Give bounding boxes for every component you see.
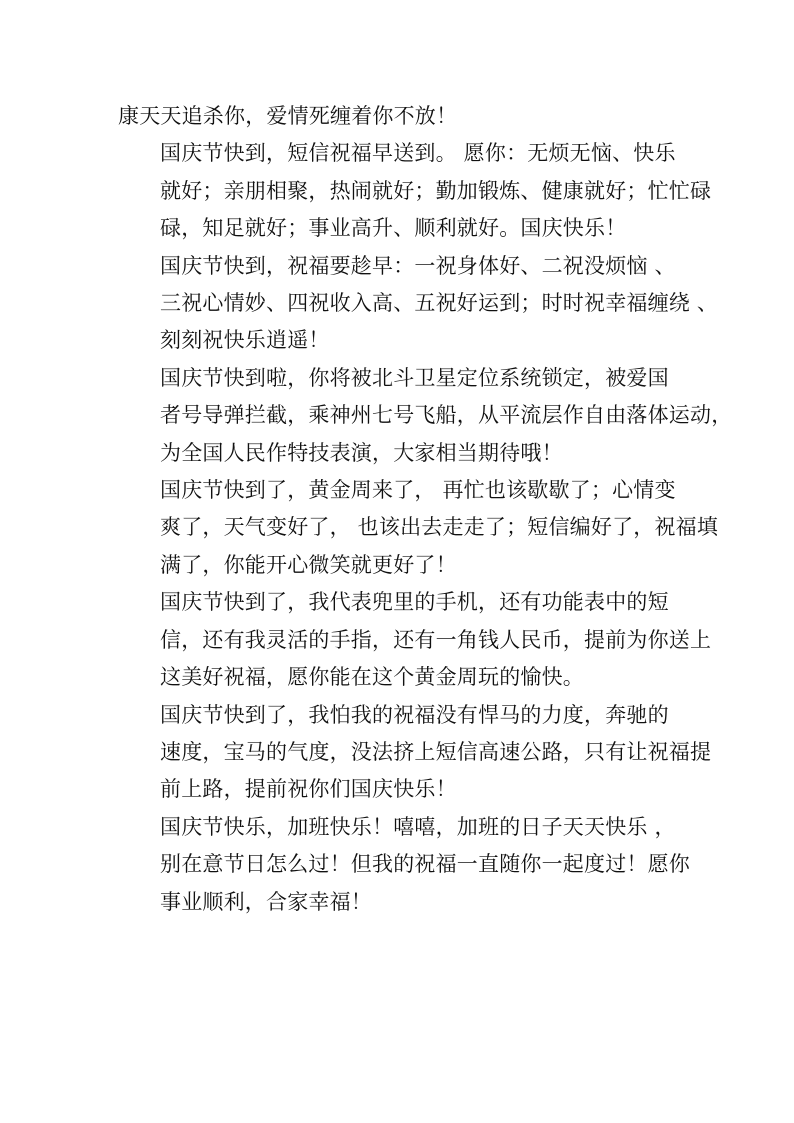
paragraph-greeting-6 [118, 697, 712, 809]
text-line: 康天天追杀你，爱情死缠着你不放！ [118, 104, 458, 128]
paragraph-greeting-7 [118, 809, 690, 921]
text-line: 三祝心情妙、四祝收入高、五祝好运到；时时祝幸福缠绕 、 [160, 291, 719, 316]
text-line: 国庆节快到，祝福要趁早：一祝身体好、二祝没烦恼 、 [160, 253, 676, 278]
text-line: 者号导弹拦截，乘神州七号飞船，从平流层作自由落体运动， [160, 403, 733, 428]
paragraph-greeting-1 [118, 135, 712, 247]
paragraph-greeting-3 [118, 360, 733, 472]
text-line: 国庆节快到了，我怕我的祝福没有悍马的力度，奔驰的 [160, 702, 669, 727]
paragraph-greeting-5 [118, 584, 712, 696]
text-line: 国庆节快到了，黄金周来了， 再忙也该歇歇了；心情变 [160, 478, 676, 503]
text-line: 刻刻祝快乐逍遥！ [160, 328, 330, 353]
text-line: 碌，知足就好；事业高升、顺利就好。国庆快乐！ [160, 216, 627, 241]
paragraph-greeting-4 [118, 472, 719, 584]
text-line: 就好；亲朋相聚，热闹就好；勤加锻炼、健康就好；忙忙碌 [160, 178, 712, 203]
text-line: 别在意节日怎么过！但我的祝福一直随你一起度过！愿你 [160, 852, 690, 877]
text-line: 国庆节快到了，我代表兜里的手机，还有功能表中的短 [160, 590, 669, 615]
text-line: 速度，宝马的气度，没法挤上短信高速公路，只有让祝福提 [160, 739, 712, 764]
text-line: 为全国人民作特技表演，大家相当期待哦！ [160, 440, 563, 465]
paragraph-greeting-2 [118, 248, 719, 360]
text-line: 国庆节快到啦，你将被北斗卫星定位系统锁定，被爱国 [160, 365, 669, 390]
text-line: 这美好祝福，愿你能在这个黄金周玩的愉快。 [160, 665, 584, 690]
text-line: 国庆节快乐，加班快乐！嘻嘻，加班的日子天天快乐 ， [160, 814, 676, 839]
text-line: 满了，你能开心微笑就更好了！ [160, 552, 457, 577]
text-line: 信，还有我灵活的手指，还有一角钱人民币，提前为你送上 [160, 627, 712, 652]
document-body [118, 98, 733, 921]
paragraph-continuation [118, 98, 678, 135]
text-line: 爽了，天气变好了， 也该出去走走了；短信编好了，祝福填 [160, 515, 719, 540]
text-line: 事业顺利，合家幸福！ [160, 889, 372, 914]
text-line: 前上路，提前祝你们国庆快乐！ [160, 777, 457, 802]
text-line: 国庆节快到，短信祝福早送到。 愿你：无烦无恼、快乐 [160, 141, 676, 166]
